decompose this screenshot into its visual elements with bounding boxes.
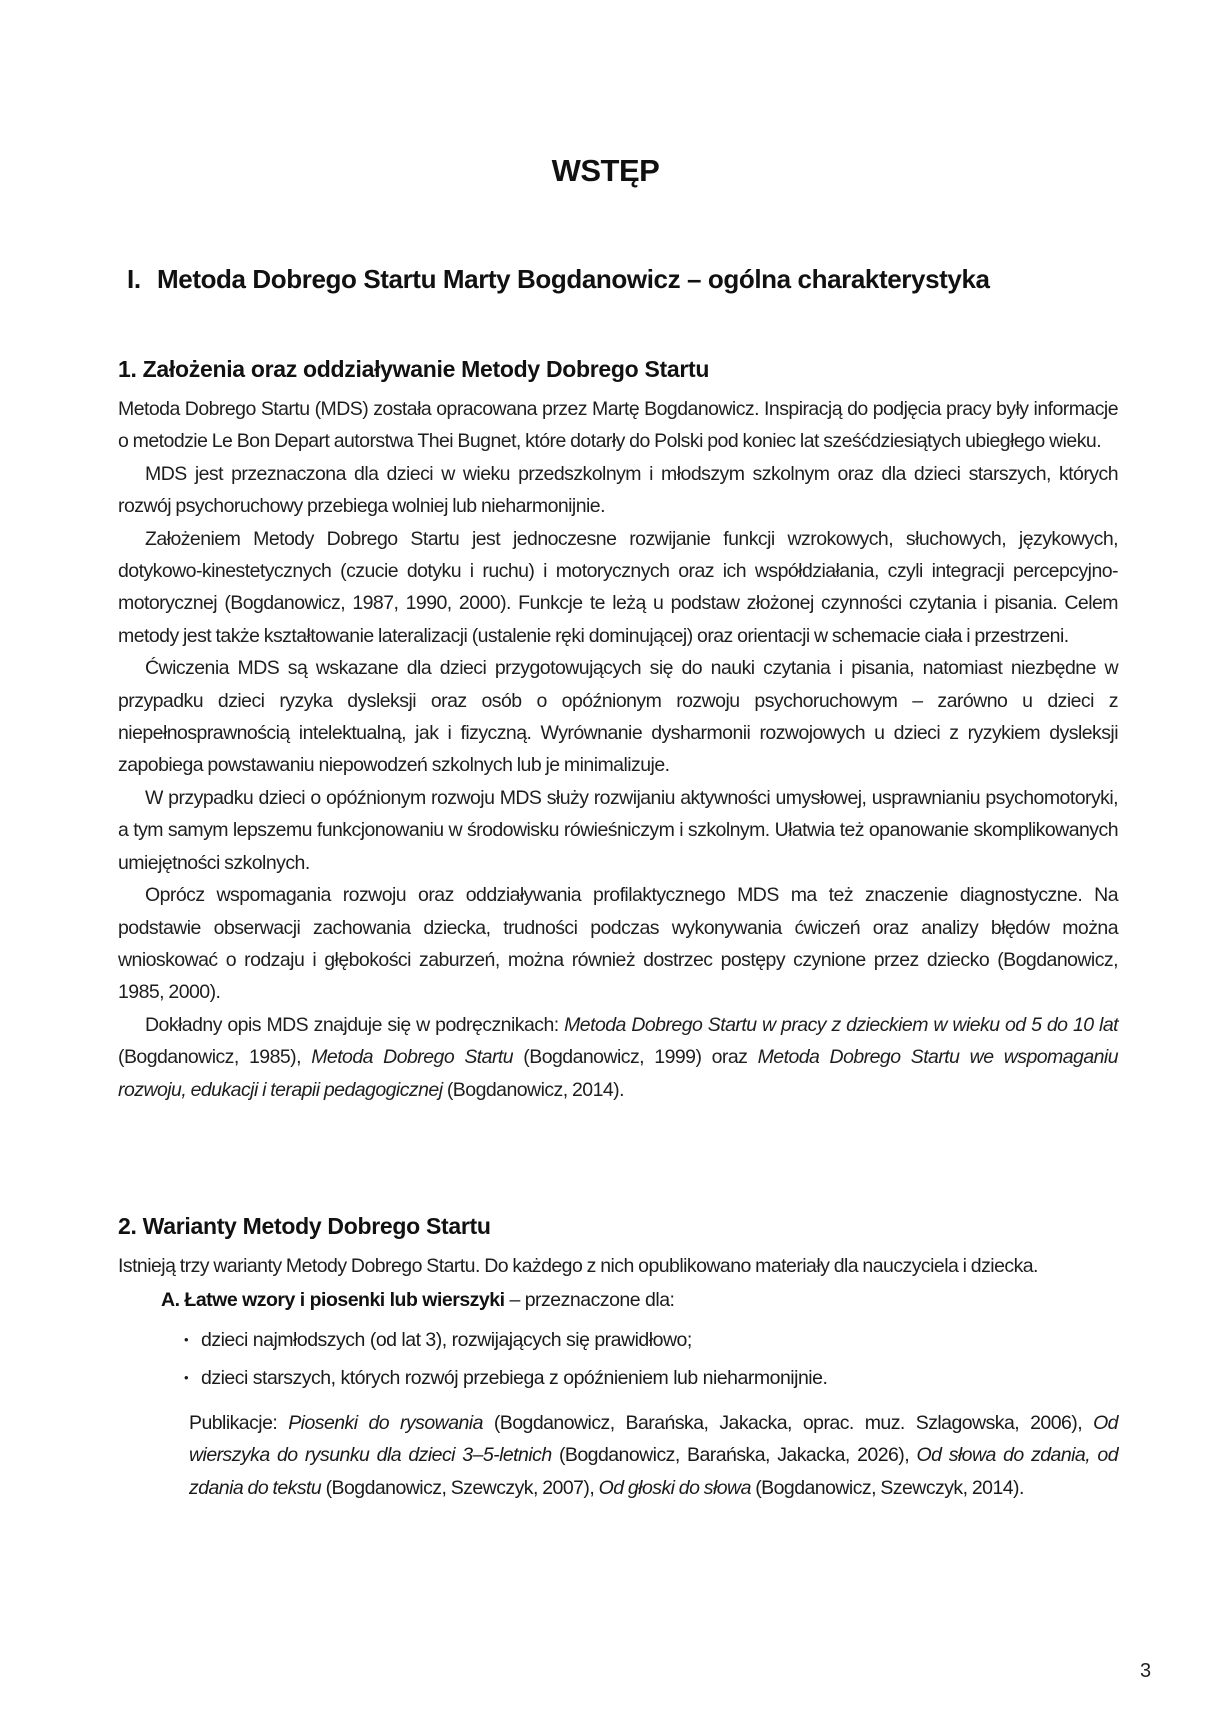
- book-title: Piosenki do rysowania: [288, 1411, 483, 1434]
- variant-a-list: [118, 1321, 1118, 1397]
- page-title: WSTĘP: [551, 153, 660, 188]
- section-1-heading: 1. Założenia oraz oddziaływanie Metody Dobrego Startu: [118, 356, 710, 382]
- text: (Bogdanowicz, Szewczyk, 2014).: [750, 1476, 1024, 1499]
- book-title: Od wierszyka do rysunku dla dzieci 3–5-letnich: [189, 1411, 1118, 1467]
- list-item: • dzieci starszych, których rozwój przebiega z opóźnieniem lub nieharmonijnie.: [184, 1359, 1118, 1397]
- section-2: [118, 1213, 1118, 1504]
- book-title: Od głoski do słowa: [598, 1476, 751, 1499]
- text: (Bogdanowicz, Szewczyk, 2007),: [321, 1476, 599, 1499]
- variant-a: [161, 1284, 1118, 1316]
- chapter-number: I.: [127, 264, 141, 294]
- paragraph: W przypadku dzieci o opóźnionym rozwoju MDS służy rozwijaniu aktywności umysłowej, usprawnianiu psychomotoryki, a tym samym lepszemu funkcjonowaniu w środowisku rówieśniczym i szkolnym. Ułatwia też opanowanie skomplikowanych umiejętności szkolnych.: [118, 786, 1118, 874]
- paragraph: MDS jest przeznaczona dla dzieci w wieku przedszkolnym i młodszym szkolnym oraz dla dzieci starszych, których rozwój psychoruchowy przebiega wolniej lub nieharmonijnie.: [118, 462, 1118, 518]
- text: Dokładny opis MDS znajduje się w podręcznikach:: [145, 1013, 565, 1036]
- text: (Bogdanowicz, Barańska, Jakacka, 2026),: [551, 1444, 917, 1467]
- text: Publikacje:: [189, 1411, 289, 1434]
- paragraph: Oprócz wspomagania rozwoju oraz oddziaływania profilaktycznego MDS ma też znaczenie diagnostyczne. Na podstawie obserwacji zachowania dziecka, trudności podczas wykonywania ćwiczeń oraz analizy błędów można wnioskować o rodzaju i głębokości zaburzeń, można również dostrzec postępy czynione przez dziecko (Bogdanowicz, 1985, 2000).: [118, 884, 1118, 1004]
- text: (Bogdanowicz, 1985),: [118, 1046, 312, 1069]
- chapter-title: Metoda Dobrego Startu Marty Bogdanowicz – ogólna charakterystyka: [157, 264, 990, 294]
- text: (Bogdanowicz, 1999) oraz: [513, 1046, 758, 1069]
- variant-a-publications: [189, 1407, 1118, 1504]
- variant-a-label: A. Łatwe wzory i piosenki lub wierszyki: [161, 1289, 505, 1312]
- paragraph: Ćwiczenia MDS są wskazane dla dzieci przygotowujących się do nauki czytania i pisania, natomiast niezbędne w przypadku dzieci ryzyka dysleksji oraz osób o opóźnionym rozwoju psychoruchowym – zarówno u dzieci z niepełnosprawnością intelektualną, jak i fizyczną. Wyrównanie dysharmonii rozwojowych u dzieci z ryzykiem dysleksji zapobiega powstawaniu niepowodzeń szkolnych lub je minimalizuje.: [118, 657, 1118, 777]
- list-item: • dzieci najmłodszych (od lat 3), rozwijających się prawidłowo;: [184, 1321, 1118, 1359]
- page-number: 3: [1140, 1660, 1152, 1682]
- text: (Bogdanowicz, Barańska, Jakacka, oprac. muz. Szlagowska, 2006),: [482, 1411, 1094, 1434]
- text: (Bogdanowicz, 2014).: [442, 1078, 624, 1101]
- section-1: [118, 356, 1118, 1106]
- paragraph: Założeniem Metody Dobrego Startu jest jednoczesne rozwijanie funkcji wzrokowych, słuchowych, językowych, dotykowo-kinestetycznych (czucie dotyku i ruchu) i motorycznych oraz ich współdziałania, czyli integracji percepcyjno-motorycznej (Bogdanowicz, 1987, 1990, 2000). Funkcje te leżą u podstaw złożonej czynności czytania i pisania. Celem metody jest także kształtowanie lateralizacji (ustalenie ręki dominującej) oraz orientacji w schemacie ciała i przestrzeni.: [118, 527, 1118, 647]
- variant-a-suffix: – przeznaczone dla:: [504, 1289, 675, 1312]
- book-title: Metoda Dobrego Startu we wspomaganiu rozwoju, edukacji i terapii pedagogicznej: [118, 1046, 1119, 1101]
- book-title: Metoda Dobrego Startu: [311, 1046, 514, 1069]
- section-2-heading: 2. Warianty Metody Dobrego Startu: [118, 1213, 491, 1239]
- section-2-intro: Istnieją trzy warianty Metody Dobrego Startu. Do każdego z nich opublikowano materiały dla nauczyciela i dziecka.: [118, 1255, 1038, 1277]
- paragraph: Metoda Dobrego Startu (MDS) została opracowana przez Martę Bogdanowicz. Inspiracją do podjęcia pracy były informacje o metodzie Le Bon Depart autorstwa Thei Bugnet, które dotarły do Polski pod koniec lat sześćdziesiątych ubiegłego wieku.: [118, 398, 1118, 453]
- paragraph-references: [118, 1009, 1118, 1106]
- book-title: Metoda Dobrego Startu w pracy z dzieckiem w wieku od 5 do 10 lat: [564, 1013, 1118, 1036]
- chapter-heading: [127, 258, 1027, 300]
- book-title: Od słowa do zdania, od zdania do tekstu: [189, 1444, 1119, 1499]
